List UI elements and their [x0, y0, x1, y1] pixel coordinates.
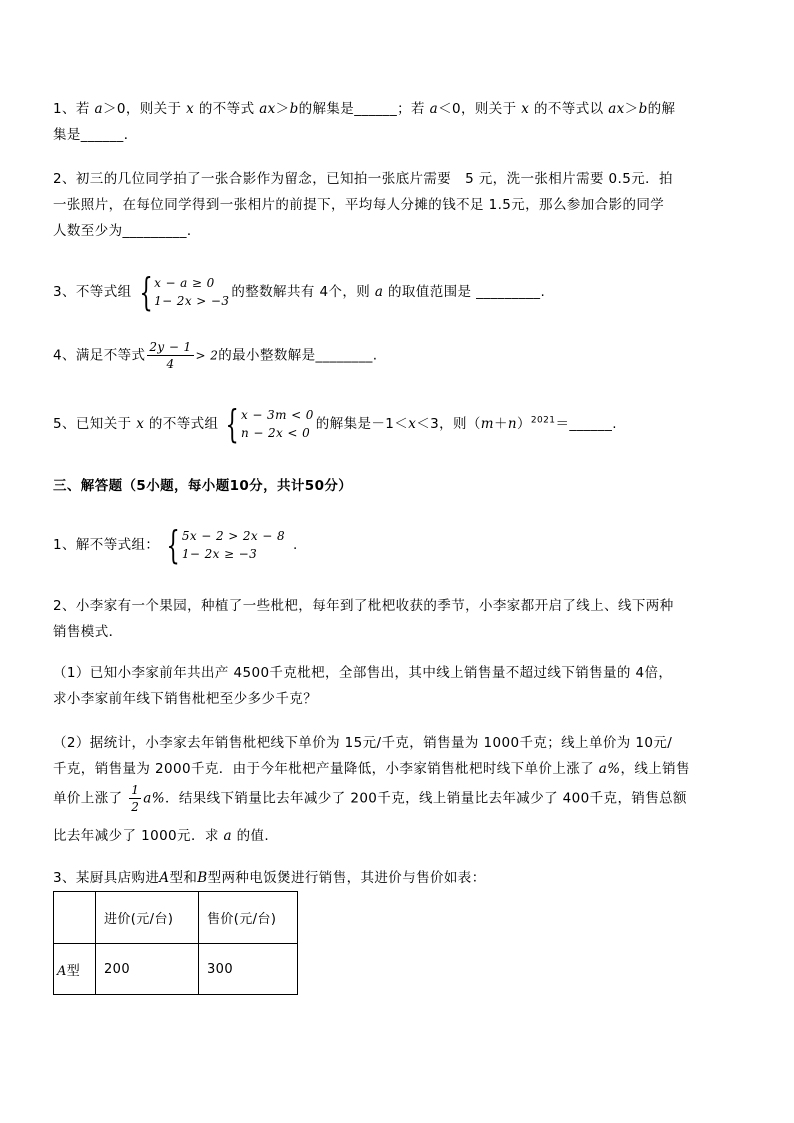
table-cell: 300 [199, 944, 298, 995]
s2-line1: 2、小李家有一个果园，种植了一些枇杷，每年到了枇杷收获的季节，小李家都开启了线上、线下两种 [53, 598, 674, 614]
q3-line: 3、不等式组 { x − a ≥ 0 1− 2x > −3 的整数解共有 4个，则 a 的取值范围是 _________. [53, 270, 546, 314]
q2-line1: 2、初三的几位同学拍了一张合影作为留念，已知拍一张底片需要 5 元，洗一张相片需要 0.5元．拍 [53, 171, 673, 187]
section-heading: 三、解答题（5小题，每小题10分，共计50分） [53, 478, 353, 494]
s1-inequality-system: { 5x − 2 > 2x − 8 1− 2x ≥ −3 [166, 523, 285, 567]
table-header-cell: 售价(元/台) [199, 892, 298, 944]
s2-part2-line3: 单价上涨了 $\frac{1}{2}$ a%．结果线下销量比去年减少了 200千克，线上销量比去年减少了 400千克，销售总额 [53, 783, 687, 814]
s1-line: 1、解不等式组： { 5x − 2 > 2x − 8 1− 2x ≥ −3 . [53, 523, 298, 567]
q5-line: 5、已知关于 x 的不等式组 { x − 3m < 0 n − 2x < 0 的解集是－1＜x＜3，则$(m+n)^{2021}=\_\_\_\_\_\_$. [53, 402, 617, 446]
table-header-row [54, 892, 298, 944]
s2-part2-line2: 千克，销售量为 2000千克．由于今年枇杷产量降低，小李家销售枇杷时线下单价上涨了 a%，线上销售 [53, 761, 690, 777]
q3-inequality-system: { x − a ≥ 0 1− 2x > −3 [139, 270, 230, 314]
s3-line1: 3、某厨具店购进A型和B型两种电饭煲进行销售，其进价与售价如表： [53, 870, 486, 886]
q4-line: 4、满足不等式 $\frac{2y - 1}{4}$ > 2的最小整数解是________. [53, 340, 378, 371]
table-header-cell: 进价(元/台) [96, 892, 199, 944]
s2-part2-line1: （2）据统计，小李家去年销售枇杷线下单价为 15元/千克，销售量为 1000千克；线上单价为 10元/ [53, 735, 673, 751]
half-fraction: $\frac{1}{2}$ [131, 783, 140, 814]
s2-part1-line1: （1）已知小李家前年共出产 4500千克枇杷，全部售出，其中线上销售量不超过线下销售量的 4倍， [53, 665, 673, 681]
q2-line2: 一张照片，在每位同学得到一张相片的前提下，平均每人分摊的钱不足 1.5元，那么参加合影的同学 [53, 197, 665, 213]
table-cell: A型 [54, 944, 96, 995]
q1-line2: 集是______． [53, 127, 138, 143]
s2-line2: 销售模式． [53, 624, 123, 640]
table-row [54, 944, 298, 995]
table-cell: 200 [96, 944, 199, 995]
q2-line3: 人数至少为_________． [53, 223, 201, 239]
q1-line1: 1、若 a＞0，则关于 x 的不等式 ax＞b的解集是______；若 a＜0，则关于 x 的不等式以 ax＞b的解 [53, 101, 676, 117]
q4-fraction: $\frac{2y - 1}{4}$ [149, 340, 192, 371]
table-header-cell [54, 892, 96, 944]
s2-part1-line2: 求小李家前年线下销售枇杷至少多少千克？ [53, 691, 318, 707]
s2-part2-line4: 比去年减少了 1000元．求 a 的值. [53, 828, 270, 844]
price-table [53, 891, 298, 995]
q5-inequality-system: { x − 3m < 0 n − 2x < 0 [225, 402, 314, 446]
